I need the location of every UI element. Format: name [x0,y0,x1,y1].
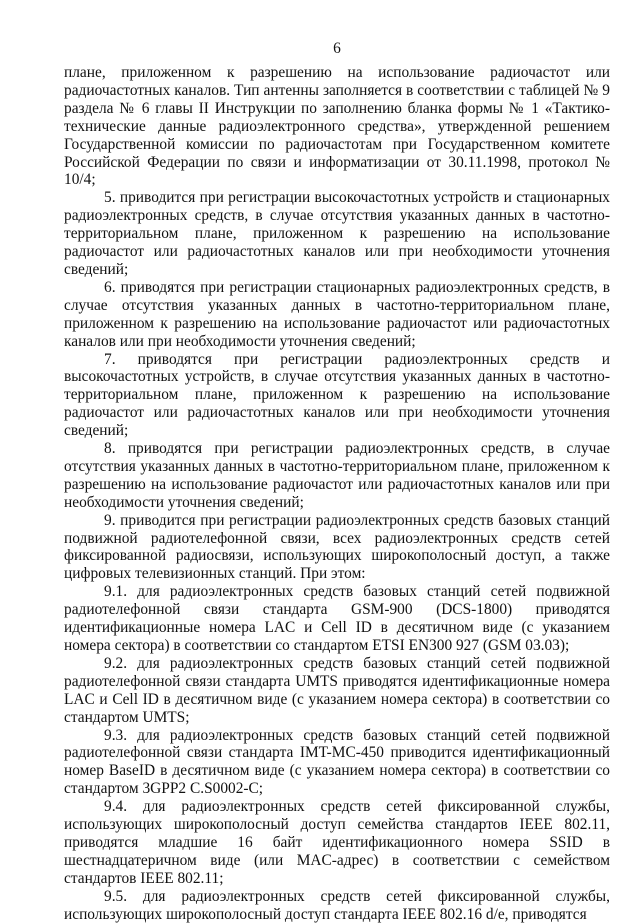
paragraph-item-9-4: 9.4. для радиоэлектронных средств сетей фиксированной службы, использующих широкополосный доступ семейства стандартов IEEE 802.11, приводятся младшие 16 байт идентификационного номера SSID в шестнадцатеричном виде (или MAC-адрес) в соответствии с семейством стандартов IEEE 802.11; [64,798,610,887]
document-page [64,40,610,924]
paragraph-item-9-3: 9.3. для радиоэлектронных средств базовых станций сетей подвижной радиотелефонной связи стандарта IMT-MC-450 приводится идентификационный номер BaseID в десятичном виде (с указанием номера сектора) в соответствии со стандартом 3GPP2 C.S0002-C; [64,726,610,798]
paragraph-item-5: 5. приводится при регистрации высокочастотных устройств и стационарных радиоэлектронных средств, в случае отсутствия указанных данных в частотно-территориальном плане, приложенном к разрешению на использование радиочастот или радиочастотных каналов или при необходимости уточнения сведений; [64,189,610,278]
page-number: 6 [333,40,341,57]
paragraph-item-9-2: 9.2. для радиоэлектронных средств базовых станций сетей подвижной радиотелефонной связи стандарта UMTS приводятся идентификационные номера LAC и Cell ID в десятичном виде (с указанием номера сектора) в соответствии со стандартом UMTS; [64,654,610,726]
paragraph-item-7: 7. приводятся при регистрации радиоэлектронных средств и высокочастотных устройств, в случае отсутствия указанных данных в частотно-территориальном плане, приложенном к разрешению на использование радиочастот или радиочастотных каналов или при необходимости уточнения сведений; [64,350,610,440]
paragraph-item-6: 6. приводятся при регистрации стационарных радиоэлектронных средств, в случае отсутствия указанных данных в частотно-территориальном плане, приложенном к разрешению на использование радиочастот или радиочастотных каналов или при необходимости уточнения сведений; [64,278,610,350]
paragraph-continuation: плане, приложенном к разрешению на использование радиочастот или радиочастотных каналов. Тип антенны заполняется в соответствии с таблицей № 9 раздела № 6 главы II Инструкции по заполнению бланка формы № 1 «Тактико-технические данные радиоэлектронного средства», утвержденной решением Государственной комиссии по радиочастотам при Государственном комитете Российской Федерации по связи и информатизации от 30.11.1998, протокол № 10/4; [64,64,610,189]
paragraph-item-8: 8. приводятся при регистрации радиоэлектронных средств, в случае отсутствия указанных данных в частотно-территориальном плане, приложенном к разрешению на использование радиочастот или радиочастотных каналов или при необходимости уточнения сведений; [64,440,610,511]
paragraph-item-9: 9. приводится при регистрации радиоэлектронных средств базовых станций подвижной радиотелефонной связи, всех радиоэлектронных средств сетей фиксированной радиосвязи, использующих широкополосный доступ, а также цифровых телевизионных станций. При этом: [64,511,610,583]
paragraph-item-9-5: 9.5. для радиоэлектронных средств сетей фиксированной службы, использующих широкополосный доступ стандарта IEEE 802.16 d/e, приводятся [64,887,610,923]
paragraph-item-9-1: 9.1. для радиоэлектронных средств базовых станций сетей подвижной радиотелефонной связи стандарта GSM-900 (DCS-1800) приводятся идентификационные номера LAC и Cell ID в десятичном виде (с указанием номера сектора) в соответствии со стандартом ETSI EN300 927 (GSM 03.03); [64,583,610,654]
